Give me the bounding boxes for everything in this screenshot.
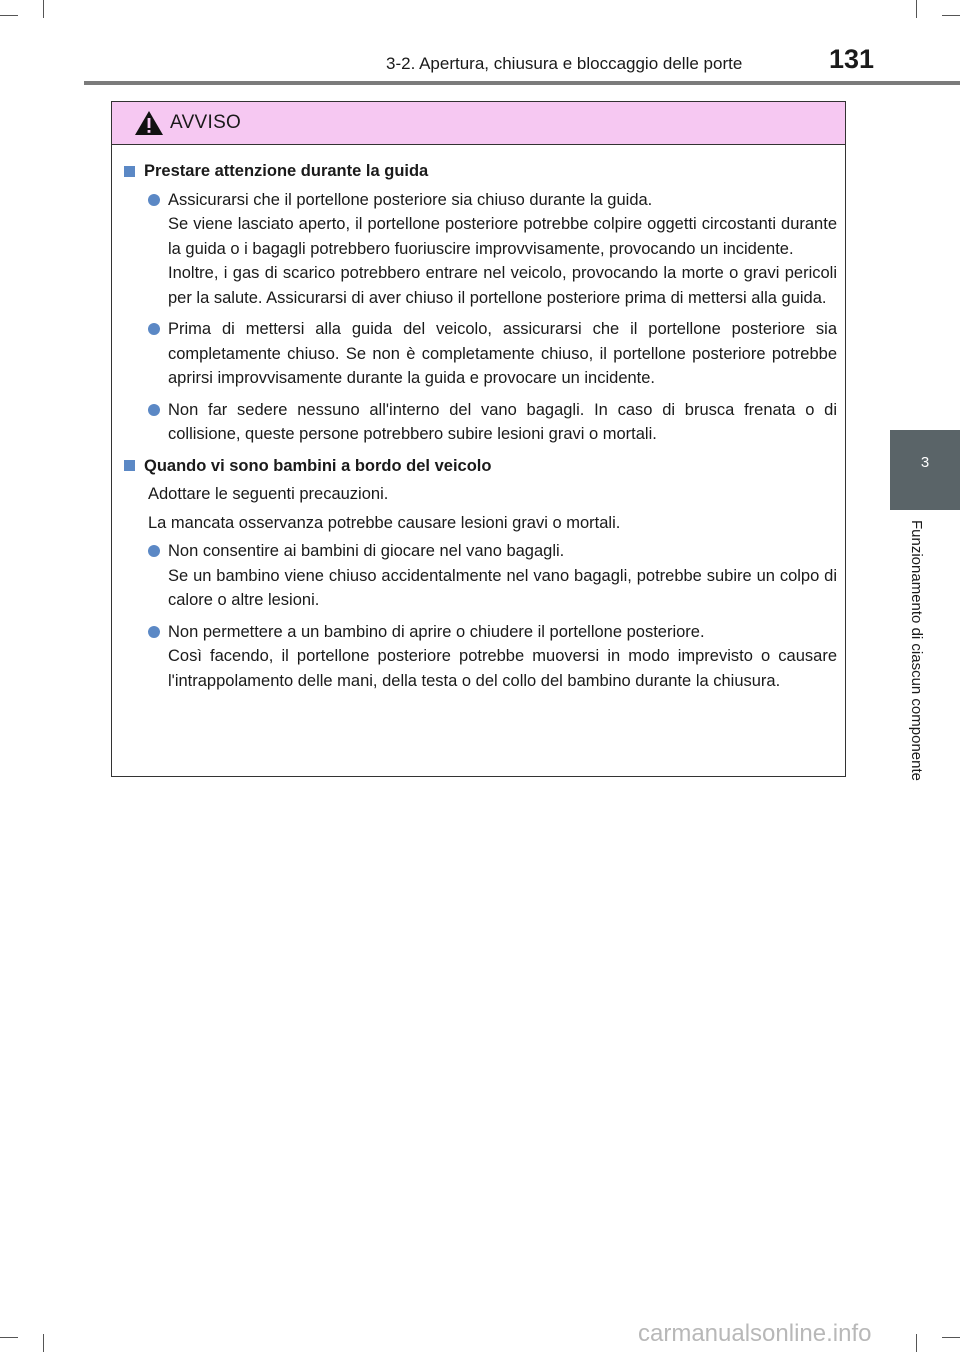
bullet-paragraph: Inoltre, i gas di scarico potrebbero entrare nel veicolo, provocando la morte o gravi pericoli per la salute. Assicurarsi di aver chiuso il portellone posteriore prima di mettersi alla guida. (168, 264, 837, 307)
bullet-paragraph: Se un bambino viene chiuso accidentalmente nel vano bagagli, potrebbe subire un colpo di calore o altre lesioni. (168, 566, 837, 609)
square-bullet-icon (124, 460, 135, 471)
bullet-item (124, 539, 837, 613)
page-number: 131 (829, 44, 875, 74)
crop-mark (43, 1334, 44, 1352)
watermark: carmanualsonline.info (638, 1320, 872, 1347)
warning-section (124, 159, 837, 447)
crop-mark (916, 0, 917, 18)
section-title: 3-2. Apertura, chiusura e bloccaggio delle porte (386, 54, 743, 73)
warning-triangle-icon (134, 110, 164, 136)
crop-mark (43, 0, 44, 18)
crop-mark (942, 15, 960, 16)
section-heading-text: Quando vi sono bambini a bordo del veicolo (144, 456, 492, 475)
round-bullet-icon (148, 323, 160, 335)
round-bullet-icon (148, 194, 160, 206)
crop-mark (0, 15, 18, 16)
crop-mark (942, 1337, 960, 1338)
bullet-paragraph: Non permettere a un bambino di aprire o chiudere il portellone posteriore. (168, 622, 705, 641)
section-heading (124, 159, 837, 184)
warning-section (124, 454, 837, 694)
bullet-item (124, 620, 837, 694)
section-heading-text: Prestare attenzione durante la guida (144, 162, 429, 180)
warning-box (111, 101, 846, 777)
warning-body (112, 145, 845, 693)
square-bullet-icon (124, 166, 135, 177)
bullet-paragraph: Non consentire ai bambini di giocare nel vano bagagli. (168, 542, 565, 560)
bullet-item (124, 398, 837, 447)
crop-mark (0, 1337, 18, 1338)
bullet-paragraph: Se viene lasciato aperto, il portellone posteriore potrebbe colpire oggetti circostanti durante la guida o i bagagli potrebbero fuoriuscire improvvisamente, provocando un incidente. (168, 215, 837, 258)
round-bullet-icon (148, 626, 160, 638)
chapter-title (908, 520, 930, 830)
chapter-tab (890, 430, 960, 510)
section-heading (124, 454, 837, 479)
round-bullet-icon (148, 545, 160, 557)
warning-header (112, 102, 845, 145)
round-bullet-icon (148, 404, 160, 416)
bullet-item (124, 317, 837, 391)
chapter-number: 3 (920, 454, 930, 471)
bullet-paragraph: Assicurarsi che il portellone posteriore sia chiuso durante la guida. (168, 190, 653, 209)
bullet-item (124, 188, 837, 311)
intro-text: La mancata osservanza potrebbe causare lesioni gravi o mortali. (148, 513, 621, 532)
chapter-title-text: Funzionamento di ciascun componente (908, 520, 925, 781)
crop-mark (916, 1334, 917, 1352)
intro-text: Adottare le seguenti precauzioni. (148, 485, 389, 503)
header-rule (84, 81, 960, 85)
bullet-paragraph: Prima di mettersi alla guida del veicolo, assicurarsi che il portellone posteriore sia completamente chiuso. Se non è completamente chiuso, il portellone posteriore potrebbe aprirsi improvvisamente durante la guida e provocare un incidente. (168, 320, 837, 387)
bullet-paragraph: Così facendo, il portellone posteriore potrebbe muoversi in modo imprevisto o causare l'intrappolamento delle mani, della testa o del collo del bambino durante la chiusura. (168, 647, 837, 690)
warning-label: AVVISO (170, 112, 242, 133)
bullet-paragraph: Non far sedere nessuno all'interno del vano bagagli. In caso di brusca frenata o di collisione, queste persone potrebbero subire lesioni gravi o mortali. (168, 400, 837, 443)
